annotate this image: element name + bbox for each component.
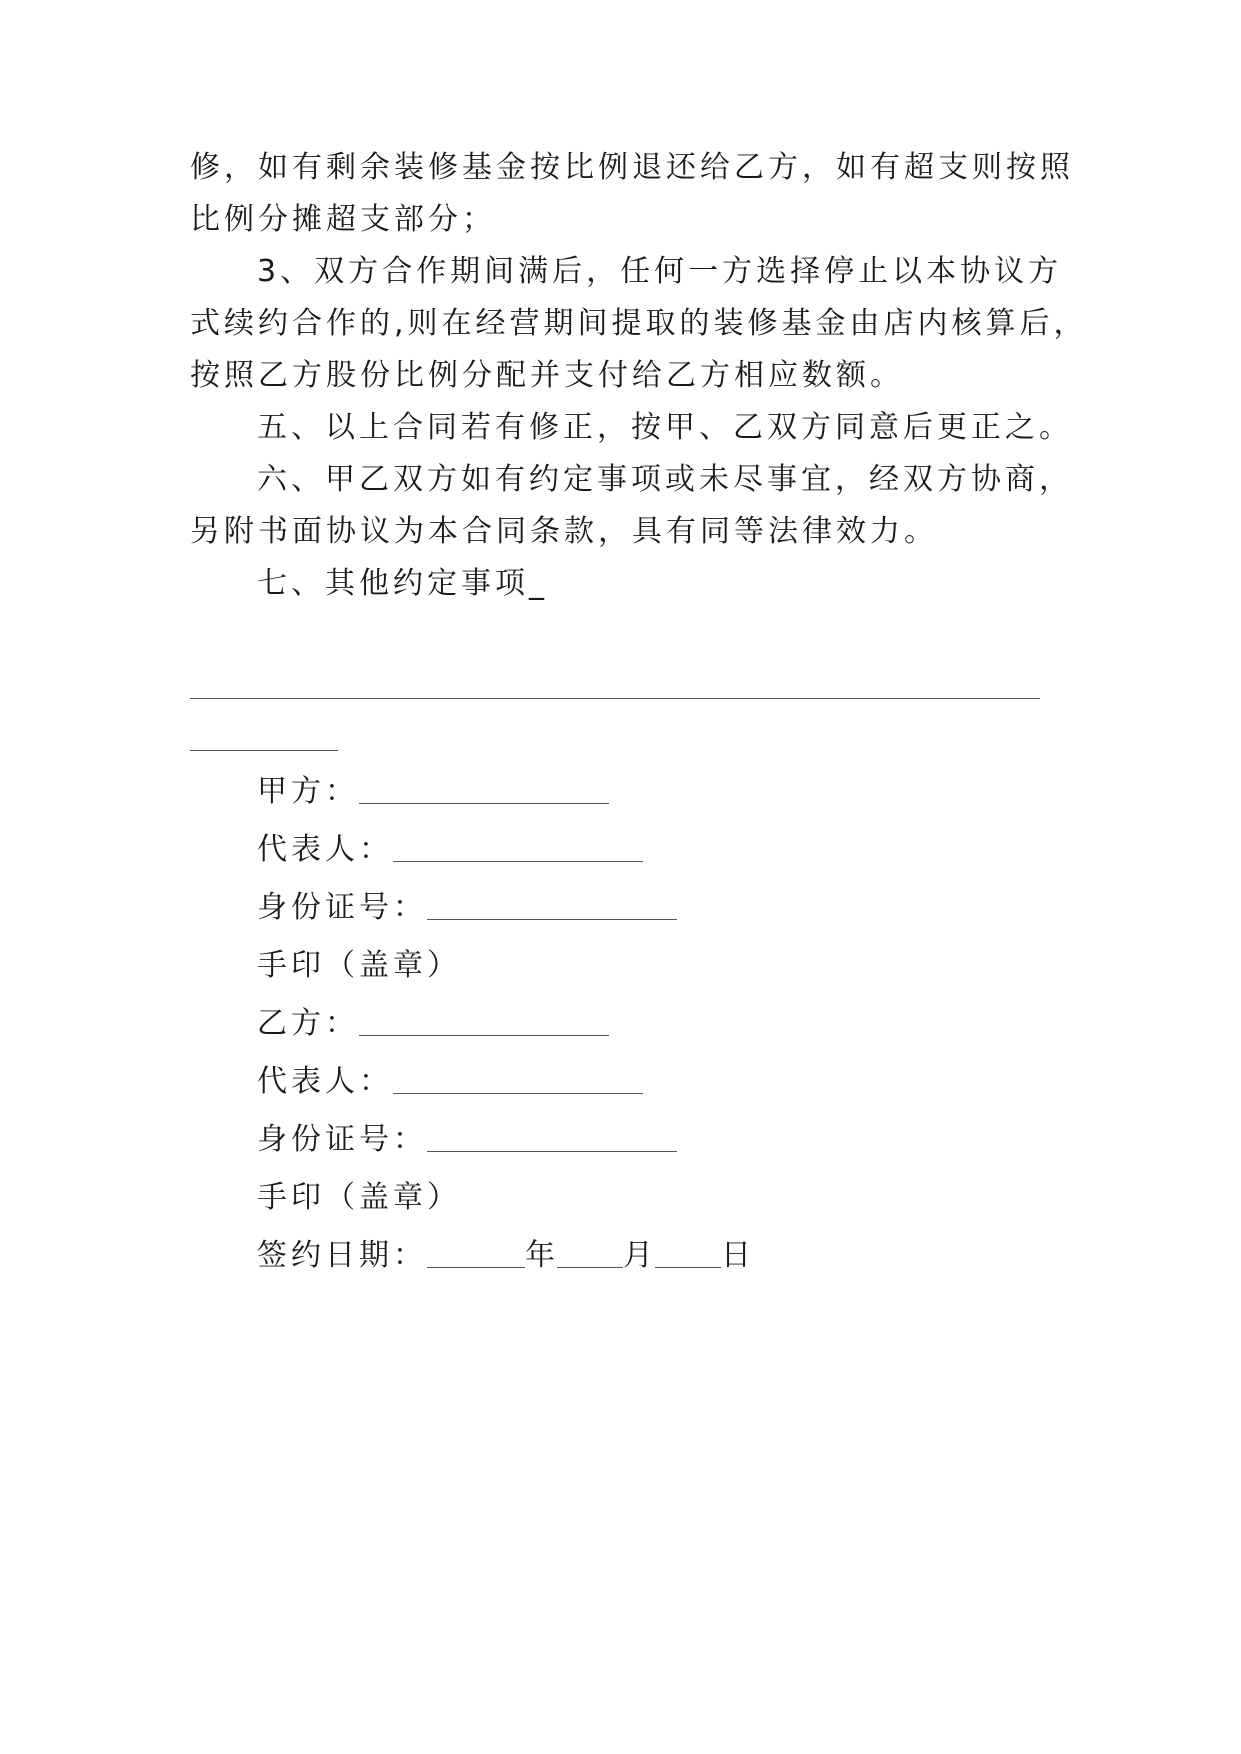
party-a-rep-row [257,830,643,870]
party-b-rep-blank [393,1089,643,1094]
paragraph-line: 七、其他约定事项_ [257,566,548,601]
party-a-id-blank [427,915,677,920]
party-b-seal: 手印（盖章） [257,1180,461,1215]
party-a-id-row [257,888,677,928]
day-label: 日 [721,1238,753,1273]
sign-date-label: 签约日期： [257,1238,427,1273]
party-b-id-blank [427,1147,677,1152]
party-b-row [257,1004,609,1044]
paragraph-line: 修，如有剩余装修基金按比例退还给乙方，如有超支则按照 [190,150,1074,185]
day-blank [655,1263,721,1268]
paragraph-line: 六、甲乙双方如有约定事项或未尽事宜，经双方协商， [257,462,1073,497]
paragraph-line: 按照乙方股份比例分配并支付给乙方相应数额。 [190,358,904,393]
party-a-seal: 手印（盖章） [257,948,461,983]
party-b-id-label: 身份证号： [257,1122,427,1157]
paragraph-line: 五、以上合同若有修正，按甲、乙双方同意后更正之。 [257,410,1073,445]
month-blank [557,1263,623,1268]
party-a-seal-row [257,946,461,986]
paragraph-line: 式续约合作的,则在经营期间提取的装修基金由店内核算后， [190,306,1088,341]
paragraph-line: 比例分摊超支部分； [190,202,496,237]
party-a-label: 甲方： [257,774,359,809]
sign-date-row [257,1236,753,1276]
year-label: 年 [525,1238,557,1273]
party-a-rep-blank [393,857,643,862]
party-a-id-label: 身份证号： [257,890,427,925]
party-a-row [257,772,609,812]
paragraph-line: 另附书面协议为本合同条款，具有同等法律效力。 [190,514,938,549]
year-blank [427,1263,525,1268]
party-b-rep-label: 代表人： [257,1064,393,1099]
month-label: 月 [623,1238,655,1273]
blank-fill-line [190,750,338,751]
party-b-id-row [257,1120,677,1160]
paragraph-line: 3、双方合作期间满后，任何一方选择停止以本协议方 [257,254,1063,289]
party-a-blank [359,799,609,804]
blank-fill-line [190,698,1040,699]
party-a-rep-label: 代表人： [257,832,393,867]
party-b-label: 乙方： [257,1006,359,1041]
party-b-blank [359,1031,609,1036]
party-b-seal-row [257,1178,461,1218]
party-b-rep-row [257,1062,643,1102]
